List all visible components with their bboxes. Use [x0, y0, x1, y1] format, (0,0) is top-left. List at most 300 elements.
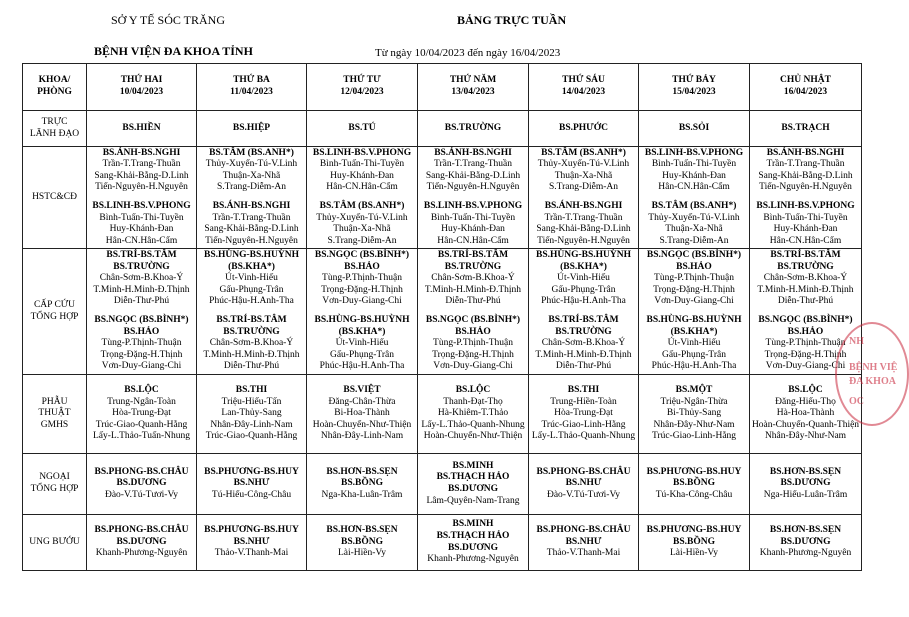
- doctor-name: BS.TRÍ-BS.TÂM: [548, 315, 619, 325]
- staff-names: T.Minh-H.Minh-Đ.Thịnh: [203, 349, 300, 360]
- doctor-name: BS.TÂM (BS.ANH*): [209, 147, 294, 158]
- doctor-name: BS.PHƯƠNG-BS.HUY: [204, 525, 299, 536]
- doctor-name: BS.DƯƠNG: [447, 542, 499, 553]
- staff-names: Lấy-L.Thảo-Quanh-Nhung: [531, 431, 636, 442]
- duty-block: [88, 385, 195, 443]
- staff-names: S.Trang-Diễm-An: [327, 235, 397, 246]
- staff-names: Tiến-Nguyên-H.Nguyên: [537, 235, 630, 246]
- duty-cell: [529, 454, 639, 515]
- staff-names: Hoàn-Chuyển-Như-Thiện: [423, 431, 523, 442]
- doctor-name: BS.TRÍ-BS.TÂM: [216, 315, 287, 325]
- duty-cell: [197, 515, 307, 571]
- staff-names: Thủy-Xuyến-Tú-V.Linh: [205, 159, 298, 170]
- duty-block: [751, 525, 860, 560]
- doctor-name: BS.HẢO: [787, 326, 824, 337]
- duty-cell: [87, 515, 197, 571]
- doctor-name: (BS.KHA*): [338, 326, 386, 337]
- duty-cell: [197, 454, 307, 515]
- department-label: [23, 147, 87, 249]
- doctor-name: BS.PHONG-BS.CHÂU: [536, 466, 631, 477]
- duty-block: [88, 315, 195, 373]
- duty-block: [419, 519, 527, 565]
- staff-names: Chân-Sơm-B.Khoa-Ý: [99, 273, 184, 284]
- staff-names: Trần-T.Trang-Thuần: [212, 212, 291, 223]
- staff-names: Nhân-Đây-Như-Nam: [653, 419, 735, 430]
- staff-names: Nga-Kha-Luân-Trâm: [321, 489, 403, 500]
- duty-block: [308, 525, 416, 560]
- doctor-name: BS.DƯƠNG: [780, 536, 831, 547]
- staff-names: Chân-Sơm-B.Khoa-Ý: [431, 273, 515, 284]
- day-date: 14/04/2023: [561, 87, 606, 97]
- doctor-name: BS.THI: [567, 385, 600, 396]
- duty-block: [751, 467, 860, 502]
- doctor-name: BS.ÁNH-BS.NGHI: [544, 201, 623, 211]
- duty-schedule-table: [22, 63, 862, 571]
- day-header: [418, 64, 529, 111]
- staff-names: Bình-Tuấn-Thi-Tuyền: [319, 159, 405, 170]
- staff-names: Lài-Hiền-Vy: [669, 548, 718, 559]
- doctor-name: (BS.KHA*): [670, 326, 718, 337]
- doctor-name: BS.TRƯỜNG: [113, 261, 170, 272]
- duty-cell: [307, 375, 418, 454]
- department-label: [23, 249, 87, 375]
- staff-names: Huy-Khánh-Đan: [773, 224, 838, 235]
- day-date: 12/04/2023: [340, 87, 384, 97]
- staff-names: Nhân-Đây-Như-Nam: [764, 431, 847, 442]
- staff-names: Hòa-Trung-Đạt: [554, 408, 613, 419]
- staff-names: Trần-T.Trang-Thuần: [433, 159, 513, 170]
- duty-block: [640, 467, 748, 502]
- duty-block: [751, 250, 860, 308]
- staff-names: Hoàn-Chuyển-Quanh-Thiện: [751, 419, 860, 430]
- doctor-name: BS.NHƯ: [565, 478, 602, 489]
- staff-names: Triệu-Ngân-Thừa: [660, 396, 728, 407]
- doctor-name: BS.ÁNH-BS.NGHI: [434, 147, 512, 158]
- staff-names: Trúc-Giao-Quanh-Hằng: [205, 431, 298, 442]
- table-row: [23, 111, 862, 147]
- duty-cell: [750, 515, 862, 571]
- staff-names: Diễn-Thư-Phú: [445, 296, 501, 307]
- staff-names: Lan-Thủy-Sang: [221, 408, 282, 419]
- duty-block: [419, 148, 527, 194]
- duty-cell: [529, 147, 639, 249]
- staff-names: T.Minh-H.Minh-Đ.Thịnh: [535, 349, 632, 360]
- day-header: [197, 64, 307, 111]
- duty-block: [419, 250, 527, 308]
- staff-names: Trọng-Đặng-H.Thịnh: [764, 349, 847, 360]
- staff-names: T.Minh-H.Minh-Đ.Thịnh: [93, 284, 190, 295]
- doctor-name: BS.HIỀN: [122, 122, 161, 133]
- day-header: [307, 64, 418, 111]
- department-label-line: TỔNG HỢP: [30, 484, 79, 494]
- department-label: [23, 454, 87, 515]
- staff-names: Hà-Khiêm-T.Thảo: [437, 408, 509, 419]
- stamp-text: ĐA KHOA: [849, 376, 896, 387]
- staff-names: Tiến-Nguyên-H.Nguyên: [95, 182, 188, 193]
- doctor-name: BS.NHƯ: [565, 536, 602, 547]
- staff-names: Bình-Tuấn-Thi-Tuyền: [430, 212, 516, 223]
- duty-block: [751, 123, 860, 135]
- doctor-name: BS.TRẠCH: [781, 122, 830, 133]
- hospital-stamp: [835, 322, 909, 426]
- staff-names: Út-Vinh-Hiếu: [225, 273, 278, 284]
- doctor-name: BS.BỒNG: [341, 536, 383, 547]
- staff-names: Chân-Sơm-B.Khoa-Ý: [763, 273, 848, 284]
- corner-header: [23, 64, 87, 111]
- doctor-name: BS.HIỆP: [232, 122, 271, 133]
- staff-names: Nga-Hiếu-Luân-Trâm: [763, 489, 848, 500]
- staff-names: Khanh-Phương-Nguyên: [95, 548, 188, 559]
- staff-names: Vơn-Duy-Giang-Chi: [765, 361, 846, 372]
- day-date: 15/04/2023: [672, 87, 716, 97]
- duty-cell: [418, 515, 529, 571]
- duty-block: [308, 315, 416, 373]
- table-row: [23, 454, 862, 515]
- duty-cell: [750, 147, 862, 249]
- staff-names: Út-Vinh-Hiếu: [335, 338, 389, 349]
- table-row: [23, 515, 862, 571]
- staff-names: Gấu-Phụng-Trân: [219, 284, 284, 295]
- staff-names: Sang-Khải-Bằng-D.Linh: [425, 170, 521, 181]
- doctor-name: BS.DƯƠNG: [780, 478, 831, 489]
- duty-block: [530, 250, 637, 308]
- duty-cell: [307, 111, 418, 147]
- duty-cell: [639, 454, 750, 515]
- duty-cell: [418, 454, 529, 515]
- doctor-name: BS.NGỌC (BS.BÌNH*): [314, 250, 410, 261]
- staff-names: Bình-Tuấn-Thi-Tuyền: [99, 212, 184, 223]
- duty-block: [419, 315, 527, 373]
- doctor-name: BS.TÚ: [348, 122, 376, 133]
- staff-names: Hân-CN.Hân-Cẩm: [105, 235, 178, 246]
- doctor-name: BS.LỘC: [455, 385, 491, 396]
- staff-names: Huy-Khánh-Đan: [330, 170, 394, 181]
- duty-block: [530, 201, 637, 247]
- staff-names: Vơn-Duy-Giang-Chi: [322, 296, 402, 307]
- staff-names: Đào-V.Tú-Tươi-Vy: [546, 489, 621, 500]
- staff-names: Bi-Thủy-Sang: [666, 408, 722, 419]
- department-label-line: LÃNH ĐẠO: [29, 128, 80, 139]
- duty-block: [88, 467, 195, 502]
- doctor-name: BS.TRƯỜNG: [444, 122, 502, 133]
- stamp-text: OC: [849, 396, 864, 407]
- doctor-name: BS.HƠN-BS.SẸN: [769, 525, 842, 536]
- staff-names: Bi-Hoa-Thành: [334, 408, 390, 419]
- staff-names: Hân-CN.Hân-Cẩm: [326, 182, 398, 193]
- doctor-name: BS.NHƯ: [233, 536, 270, 547]
- day-name: THỨ NĂM: [449, 75, 497, 86]
- duty-block: [198, 467, 305, 502]
- table-row: [23, 375, 862, 454]
- department-label-line: TỔNG HỢP: [30, 311, 79, 322]
- duty-block: [530, 525, 637, 560]
- doctor-name: BS.HẢO: [344, 261, 380, 272]
- corner-line: PHÒNG: [37, 87, 72, 97]
- doctor-name: BS.TÂM (BS.ANH*): [541, 147, 626, 158]
- doctor-name: BS.HÙNG-BS.HUỲNH: [203, 250, 299, 261]
- day-header: [750, 64, 862, 111]
- staff-names: Tùng-P.Thịnh-Thuận: [654, 273, 734, 284]
- doctor-name: BS.VIỆT: [343, 385, 381, 396]
- department-label: [23, 375, 87, 454]
- staff-names: Huy-Khánh-Đan: [662, 170, 726, 181]
- staff-names: Nhân-Đây-Linh-Nam: [210, 419, 293, 430]
- duty-block: [88, 148, 195, 194]
- day-header: [87, 64, 197, 111]
- day-name: THỨ TƯ: [343, 75, 381, 86]
- duty-block: [419, 461, 527, 507]
- document-title: BẢNG TRỰC TUẦN: [457, 13, 567, 27]
- doctor-name: (BS.KHA*): [560, 261, 607, 272]
- day-name: CHỦ NHẬT: [780, 75, 831, 86]
- doctor-name: BS.THẠCH HẢO: [436, 472, 510, 483]
- duty-cell: [418, 147, 529, 249]
- duty-block: [640, 315, 748, 373]
- duty-block: [88, 250, 195, 308]
- doctor-name: BS.TÂM (BS.ANH*): [319, 201, 405, 211]
- doctor-name: BS.LỘC: [124, 385, 159, 396]
- staff-names: Sang-Khải-Bằng-D.Linh: [204, 224, 299, 235]
- department-label-line: CẤP CỨU: [33, 299, 76, 310]
- doctor-name: BS.HẢO: [455, 326, 491, 337]
- staff-names: Thảo-V.Thanh-Mai: [546, 548, 621, 559]
- duty-cell: [418, 111, 529, 147]
- department-label-line: THUẬT: [38, 408, 71, 419]
- duty-cell: [307, 249, 418, 375]
- doctor-name: BS.LINH-BS.V.PHONG: [92, 201, 191, 211]
- staff-names: Tùng-P.Thịnh-Thuận: [322, 273, 402, 284]
- duty-block: [640, 525, 748, 560]
- duty-block: [198, 385, 305, 443]
- staff-names: Út-Vinh-Hiếu: [557, 273, 610, 284]
- duty-cell: [639, 249, 750, 375]
- duty-block: [751, 148, 860, 194]
- staff-names: Gấu-Phụng-Trân: [661, 349, 727, 360]
- doctor-name: BS.TRƯỜNG: [555, 326, 612, 337]
- staff-names: Lài-Hiền-Vy: [337, 548, 386, 559]
- duty-block: [308, 148, 416, 194]
- staff-names: T.Minh-H.Minh-Đ.Thịnh: [424, 284, 522, 295]
- duty-block: [419, 123, 527, 135]
- staff-names: Khanh-Phương-Nguyên: [427, 554, 519, 565]
- table-row: [23, 249, 862, 375]
- doctor-name: BS.PHƯƠNG-BS.HUY: [204, 466, 299, 477]
- staff-names: Khanh-Phương-Nguyên: [759, 548, 852, 559]
- duty-cell: [639, 375, 750, 454]
- staff-names: Thuận-Xa-Nhã: [333, 224, 391, 235]
- duty-block: [198, 123, 305, 135]
- doctor-name: BS.THẠCH HẢO: [436, 530, 510, 541]
- duty-block: [640, 123, 748, 135]
- doctor-name: BS.LINH-BS.V.PHONG: [312, 147, 412, 158]
- doctor-name: BS.NGỌC (BS.BÌNH*): [425, 315, 521, 325]
- staff-names: Hân-CN.Hân-Cẩm: [769, 235, 842, 246]
- duty-cell: [87, 147, 197, 249]
- staff-names: Hà-Hoa-Thành: [776, 408, 835, 419]
- doctor-name: BS.TRƯỜNG: [223, 326, 280, 337]
- staff-names: Vơn-Duy-Giang-Chi: [654, 296, 734, 307]
- staff-names: Trọng-Đặng-H.Thịnh: [432, 349, 514, 360]
- staff-names: Thuận-Xa-Nhã: [222, 170, 281, 181]
- staff-names: Bình-Tuấn-Thi-Tuyền: [651, 159, 737, 170]
- duty-cell: [307, 147, 418, 249]
- doctor-name: BS.TRƯỜNG: [777, 261, 834, 272]
- doctor-name: BS.MINH: [452, 519, 494, 530]
- doctor-name: BS.NHƯ: [233, 478, 270, 489]
- staff-names: Trúc-Giao-Quanh-Hằng: [95, 419, 188, 430]
- staff-names: Tiến-Nguyên-H.Nguyên: [205, 235, 298, 246]
- duty-cell: [87, 375, 197, 454]
- staff-names: Út-Vinh-Hiếu: [667, 338, 721, 349]
- doctor-name: BS.DƯƠNG: [116, 536, 167, 547]
- staff-names: Hân-CN.Hân-Cẩm: [658, 182, 730, 193]
- staff-names: Lấy-L.Thảo-Quanh-Nhung: [421, 419, 525, 430]
- staff-names: Thủy-Xuyến-Tú-V.Linh: [648, 212, 740, 223]
- day-header: [639, 64, 750, 111]
- day-date: 13/04/2023: [451, 87, 495, 97]
- staff-names: Tùng-P.Thịnh-Thuận: [101, 338, 182, 349]
- doctor-name: BS.LINH-BS.V.PHONG: [423, 201, 523, 211]
- staff-names: Trần-T.Trang-Thuần: [102, 159, 181, 170]
- day-date: 10/04/2023: [119, 87, 164, 97]
- duty-block: [308, 123, 416, 135]
- duty-block: [198, 315, 305, 373]
- staff-names: Sang-Khải-Bằng-D.Linh: [94, 170, 189, 181]
- duty-block: [198, 250, 305, 308]
- duty-cell: [197, 147, 307, 249]
- doctor-name: BS.TRÍ-BS.TÂM: [770, 250, 841, 261]
- duty-block: [308, 250, 416, 308]
- staff-names: Thanh-Đạt-Thọ: [443, 396, 503, 407]
- staff-names: Trần-T.Trang-Thuần: [766, 159, 845, 170]
- doctor-name: BS.MỘT: [675, 385, 713, 396]
- day-name: THỨ HAI: [120, 75, 163, 86]
- staff-names: Phúc-Hậu-H.Anh-Tha: [319, 361, 405, 372]
- duty-cell: [529, 515, 639, 571]
- staff-names: Đăng-Chân-Thừa: [328, 396, 396, 407]
- duty-block: [640, 148, 748, 194]
- doctor-name: BS.PHƯƠNG-BS.HUY: [646, 466, 742, 477]
- staff-names: Tú-Kha-Công-Châu: [655, 489, 733, 500]
- doctor-name: BS.PHONG-BS.CHÂU: [94, 466, 189, 477]
- duty-cell: [87, 249, 197, 375]
- doctor-name: BS.NGỌC (BS.BÌNH*): [758, 315, 853, 325]
- doctor-name: BS.LINH-BS.V.PHONG: [756, 201, 855, 211]
- duty-cell: [197, 375, 307, 454]
- duty-block: [530, 148, 637, 194]
- doctor-name: BS.BỒNG: [341, 478, 383, 489]
- department-label-line: PHẪU: [41, 396, 68, 407]
- doctor-name: BS.HƠN-BS.SẸN: [326, 525, 398, 536]
- doctor-name: BS.BỒNG: [673, 536, 715, 547]
- duty-block: [530, 123, 637, 135]
- doctor-name: BS.PHƯỚC: [559, 122, 608, 133]
- duty-block: [530, 467, 637, 502]
- staff-names: Chân-Sơm-B.Khoa-Ý: [541, 338, 626, 349]
- staff-names: Lấy-L.Thảo-Tuấn-Nhung: [92, 431, 190, 442]
- staff-names: Thảo-V.Thanh-Mai: [214, 548, 289, 559]
- duty-cell: [750, 454, 862, 515]
- duty-cell: [639, 147, 750, 249]
- staff-names: Bình-Tuấn-Thi-Tuyền: [763, 212, 848, 223]
- duty-block: [530, 385, 637, 443]
- duty-cell: [197, 249, 307, 375]
- doctor-name: BS.HÙNG-BS.HUỲNH: [314, 315, 410, 325]
- duty-cell: [87, 111, 197, 147]
- staff-names: Diễn-Thư-Phú: [113, 296, 170, 307]
- duty-block: [308, 385, 416, 443]
- staff-names: Phúc-Hậu-H.Anh-Tha: [651, 361, 737, 372]
- doctor-name: BS.LINH-BS.V.PHONG: [644, 147, 744, 158]
- duty-cell: [529, 111, 639, 147]
- staff-names: Phúc-Hậu-H.Anh-Tha: [209, 296, 294, 307]
- duty-cell: [307, 515, 418, 571]
- staff-names: Phúc-Hậu-H.Anh-Tha: [541, 296, 626, 307]
- duty-cell: [418, 249, 529, 375]
- stamp-text: NH: [849, 336, 864, 347]
- staff-names: Hòa-Trung-Đạt: [112, 408, 171, 419]
- duty-block: [751, 201, 860, 247]
- doctor-name: BS.NGỌC (BS.BÌNH*): [646, 250, 742, 261]
- doctor-name: BS.ÁNH-BS.NGHI: [212, 201, 291, 211]
- doctor-name: BS.HƠN-BS.SẸN: [326, 466, 398, 477]
- department-name: SỞ Y TẾ SÓC TRĂNG: [111, 13, 226, 27]
- doctor-name: BS.PHONG-BS.CHÂU: [94, 525, 189, 536]
- staff-names: Trọng-Đặng-H.Thịnh: [100, 349, 183, 360]
- duty-block: [640, 201, 748, 247]
- duty-block: [198, 525, 305, 560]
- day-header: [529, 64, 639, 111]
- duty-cell: [418, 375, 529, 454]
- duty-cell: [529, 249, 639, 375]
- staff-names: Thủy-Xuyến-Tú-V.Linh: [316, 212, 408, 223]
- doctor-name: BS.SỎI: [678, 122, 710, 133]
- doctor-name: BS.BỒNG: [673, 478, 715, 489]
- duty-cell: [87, 454, 197, 515]
- staff-names: Hân-CN.Hân-Cẩm: [437, 235, 509, 246]
- doctor-name: BS.ÁNH-BS.NGHI: [766, 147, 845, 158]
- staff-names: Trần-T.Trang-Thuần: [544, 212, 623, 223]
- department-label-line: TRỰC: [41, 116, 68, 127]
- duty-block: [88, 123, 195, 135]
- day-date: 11/04/2023: [230, 87, 273, 97]
- duty-block: [640, 250, 748, 308]
- duty-cell: [639, 111, 750, 147]
- staff-names: Diễn-Thư-Phú: [555, 361, 612, 372]
- doctor-name: BS.DƯƠNG: [116, 478, 167, 489]
- duty-block: [530, 315, 637, 373]
- doctor-name: BS.DƯƠNG: [447, 484, 499, 494]
- doctor-name: BS.HẢO: [123, 326, 160, 337]
- staff-names: S.Trang-Diễm-An: [216, 182, 287, 193]
- staff-names: Chân-Sơm-B.Khoa-Ý: [209, 338, 294, 349]
- staff-names: Hoàn-Chuyển-Như-Thiện: [312, 419, 412, 430]
- staff-names: S.Trang-Diễm-An: [548, 182, 619, 193]
- doctor-name: BS.ÁNH-BS.NGHI: [102, 147, 181, 158]
- department-label: [23, 515, 87, 571]
- staff-names: Thuận-Xa-Nhã: [665, 224, 723, 235]
- duty-cell: [197, 111, 307, 147]
- staff-names: Đào-V.Tú-Tươi-Vy: [104, 489, 179, 500]
- duty-block: [88, 201, 195, 247]
- staff-names: Trọng-Đặng-H.Thịnh: [321, 284, 403, 295]
- staff-names: S.Trang-Diễm-An: [659, 235, 729, 246]
- stamp-text: BỆNH VIỆ: [849, 362, 898, 373]
- duty-block: [308, 201, 416, 247]
- corner-line: KHOA/: [38, 75, 71, 86]
- staff-names: Trung-Ngân-Toàn: [107, 396, 176, 407]
- day-name: THỨ BẢY: [672, 75, 716, 86]
